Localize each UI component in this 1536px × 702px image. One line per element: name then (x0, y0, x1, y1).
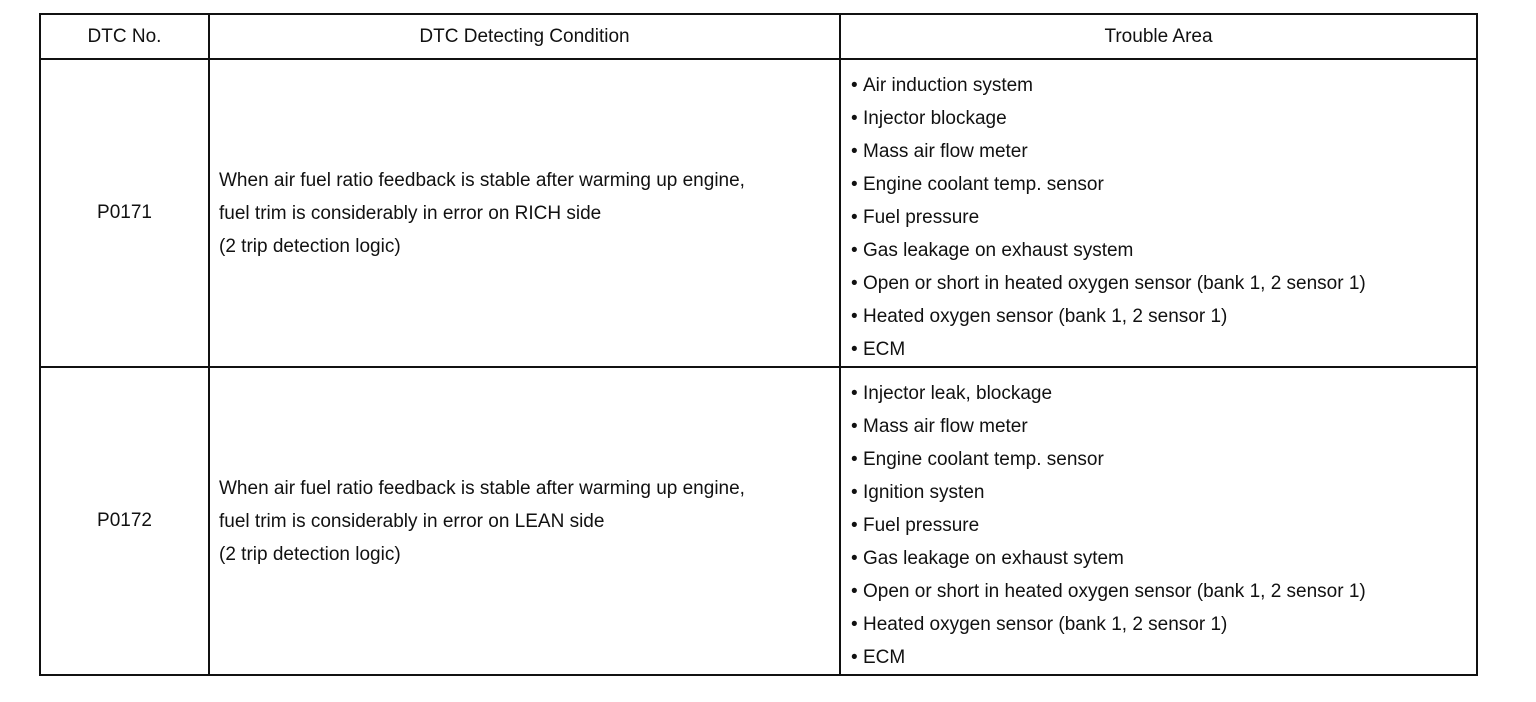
list-item: • Engine coolant temp. sensor (851, 168, 1476, 201)
table-row (40, 367, 1477, 675)
bullet-icon: • (851, 614, 858, 635)
bullet-icon: • (851, 581, 858, 602)
trouble-area (840, 367, 1477, 675)
list-item: • Ignition systen (851, 476, 1476, 509)
bullet-icon: • (851, 515, 858, 536)
list-item: • Heated oxygen sensor (bank 1, 2 sensor 1) (851, 300, 1476, 333)
list-item: • Fuel pressure (851, 509, 1476, 542)
bullet-icon: • (851, 383, 858, 404)
bullet-icon: • (851, 141, 858, 162)
bullet-icon: • (851, 174, 858, 195)
list-item: • Mass air flow meter (851, 135, 1476, 168)
list-item: • Gas leakage on exhaust system (851, 234, 1476, 267)
header-dtc-no: DTC No. (40, 14, 209, 59)
condition-line: When air fuel ratio feedback is stable after warming up engine, (219, 169, 745, 191)
bullet-icon: • (851, 240, 858, 261)
bullet-icon: • (851, 306, 858, 327)
table-row (40, 59, 1477, 367)
condition-line: fuel trim is considerably in error on LEAN side (219, 510, 605, 532)
trouble-area-list (851, 60, 1476, 366)
header-trouble-area: Trouble Area (840, 14, 1477, 59)
dtc-table (39, 13, 1478, 676)
table-header-row (40, 14, 1477, 59)
bullet-icon: • (851, 207, 858, 228)
list-item: • ECM (851, 333, 1476, 366)
bullet-icon: • (851, 416, 858, 437)
detecting-condition (209, 59, 840, 367)
bullet-icon: • (851, 449, 858, 470)
list-item: • Mass air flow meter (851, 410, 1476, 443)
bullet-icon: • (851, 339, 858, 360)
trouble-area-list (851, 368, 1476, 674)
list-item: • Injector blockage (851, 102, 1476, 135)
list-item: • Open or short in heated oxygen sensor (bank 1, 2 sensor 1) (851, 575, 1476, 608)
condition-line: fuel trim is considerably in error on RICH side (219, 202, 602, 224)
condition-line: (2 trip detection logic) (219, 235, 401, 257)
list-item: • Open or short in heated oxygen sensor (bank 1, 2 sensor 1) (851, 267, 1476, 300)
detecting-condition (209, 367, 840, 675)
list-item: • Air induction system (851, 69, 1476, 102)
dtc-code: P0172 (40, 367, 209, 675)
bullet-icon: • (851, 548, 858, 569)
header-condition: DTC Detecting Condition (209, 14, 840, 59)
list-item: • Heated oxygen sensor (bank 1, 2 sensor 1) (851, 608, 1476, 641)
list-item: • ECM (851, 641, 1476, 674)
list-item: • Fuel pressure (851, 201, 1476, 234)
list-item: • Engine coolant temp. sensor (851, 443, 1476, 476)
bullet-icon: • (851, 482, 858, 503)
bullet-icon: • (851, 75, 858, 96)
condition-line: (2 trip detection logic) (219, 543, 401, 565)
trouble-area (840, 59, 1477, 367)
condition-line: When air fuel ratio feedback is stable after warming up engine, (219, 477, 745, 499)
bullet-icon: • (851, 108, 858, 129)
list-item: • Injector leak, blockage (851, 377, 1476, 410)
dtc-code: P0171 (40, 59, 209, 367)
bullet-icon: • (851, 273, 858, 294)
list-item: • Gas leakage on exhaust sytem (851, 542, 1476, 575)
bullet-icon: • (851, 647, 858, 668)
